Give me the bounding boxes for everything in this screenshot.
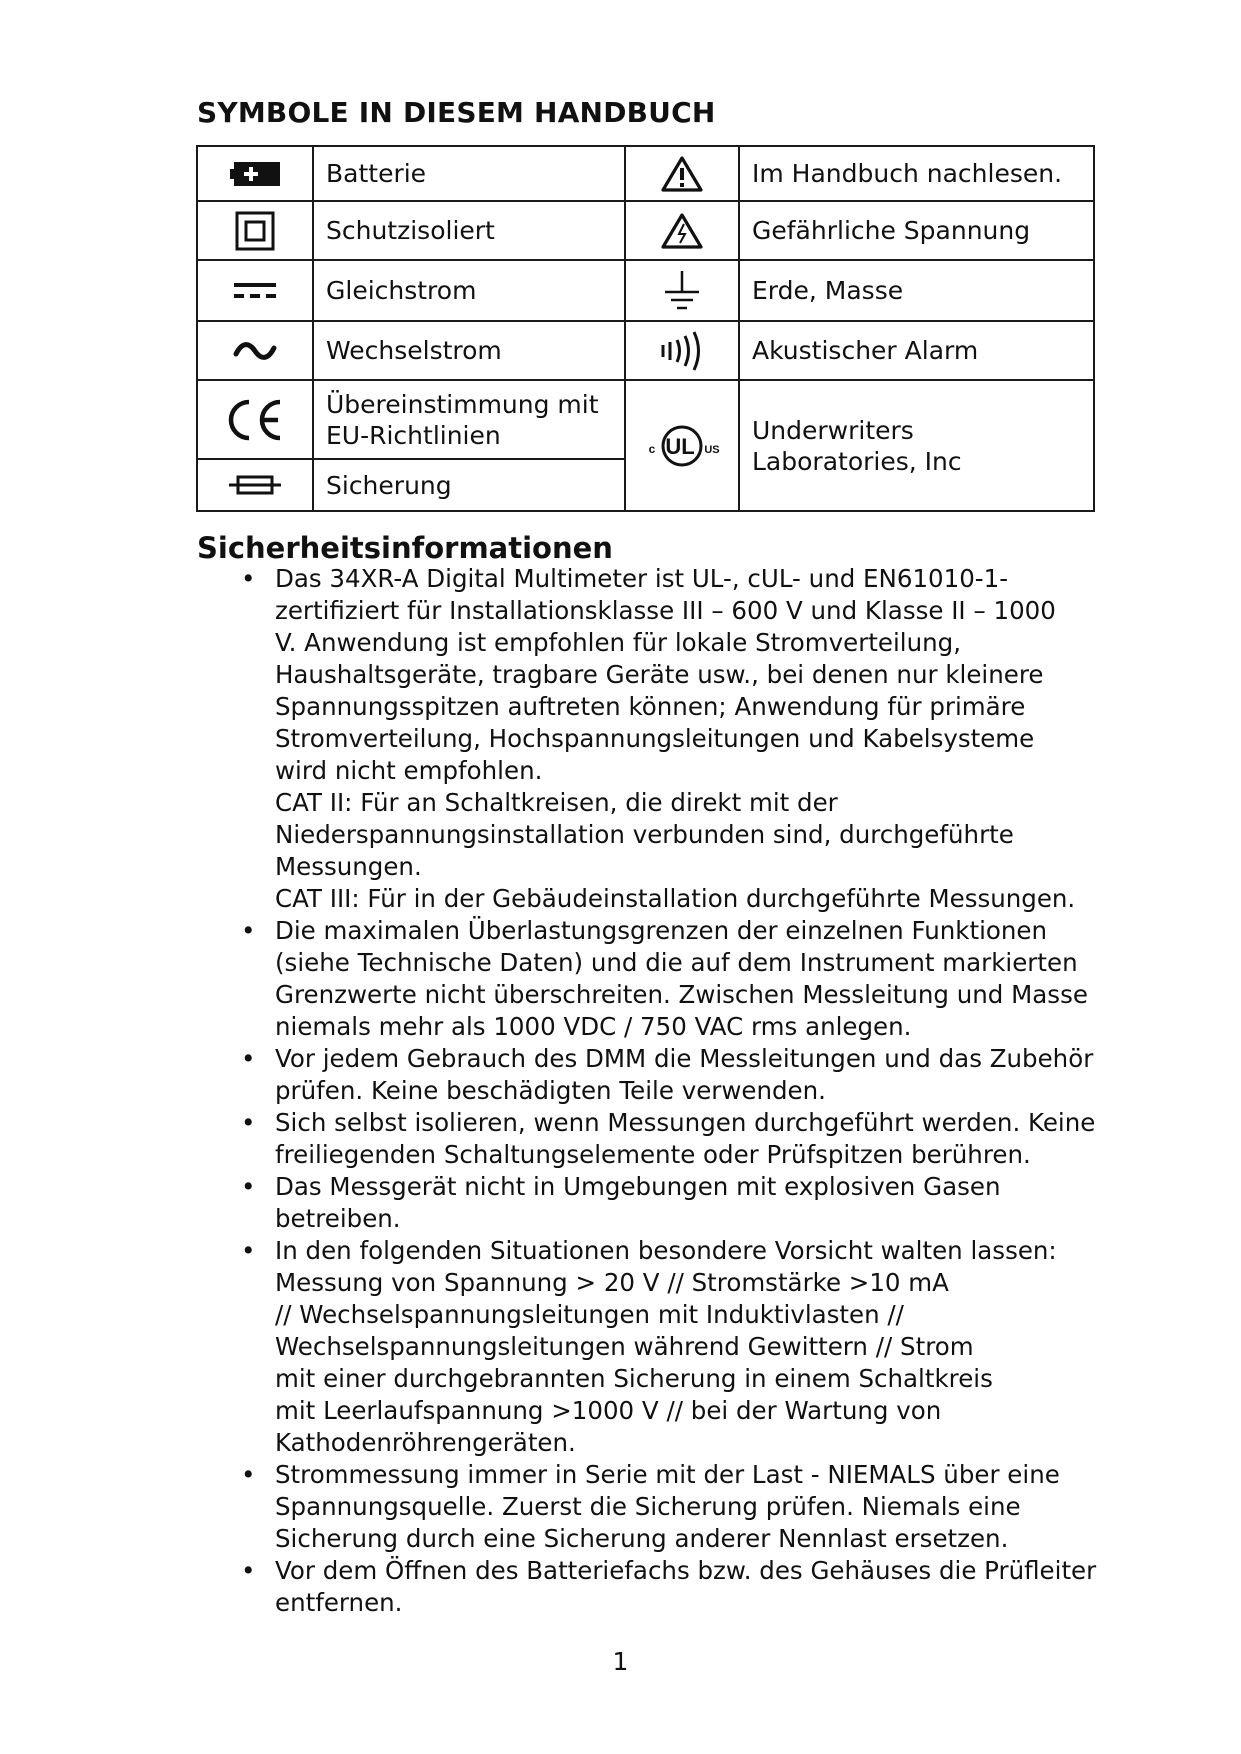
safety-item: • Vor jedem Gebrauch des DMM die Messleitungen und das Zubehör prüfen. Keine beschädigten Teile verwenden. [241,1043,1121,1107]
safety-item: • In den folgenden Situationen besondere Vorsicht walten lassen: Messung von Spannung > 20 V // Stromstärke >10 mA // Wechselspannungsleitungen mit Induktivlasten // Wechselspannungsleitungen während Gewittern // Strom mit einer durchgebrannten Sicherung in einem Schaltkreis mit Leerlaufspannung >1000 V // bei der Wartung von Kathodenröhrengeräten. [241,1235,1121,1459]
ac-icon [233,341,277,361]
ac-label: Wechselstrom [313,321,625,380]
symbols-table [196,145,1095,512]
safety-item: • Strommessung immer in Serie mit der Last - NIEMALS über eine Spannungsquelle. Zuerst die Sicherung prüfen. Niemals eine Sicherung durch eine Sicherung anderer Nennlast ersetzen. [241,1459,1121,1555]
manual-label: Im Handbuch nachlesen. [739,146,1094,201]
battery-label: Batterie [313,146,625,201]
safety-item: • Das 34XR-A Digital Multimeter ist UL-, cUL- und EN61010-1- zertifiziert für Installationsklasse III – 600 V und Klasse II – 1000 V. Anwendung ist empfohlen für lokale Stromverteilung, Haushaltsgeräte, tragbare Geräte usw., bei denen nur kleinere Spannungsspitzen auftreten können; Anwendung für primäre Stromverteilung, Hochspannungsleitungen und Kabelsysteme wird nicht empfohlen. CAT II: Für an Schaltkreisen, die direkt mit der Niederspannungsinstallation verbunden sind, durchgeführte Messungen. CAT III: Für in der Gebäudeinstallation durchgeführte Messungen. [241,563,1121,915]
safety-heading: Sicherheitsinformationen [197,531,613,565]
ce-label-line2: EU-Richtlinien [326,420,501,450]
ce-mark-icon [225,398,285,442]
high-voltage-triangle-icon [660,212,704,250]
symbol-row [197,146,1094,201]
ul-listed-mark-icon [644,420,720,472]
double-insulated-label: Schutzisoliert [313,201,625,260]
safety-item: • Die maximalen Überlastungsgrenzen der einzelnen Funktionen (siehe Technische Daten) und die auf dem Instrument markierten Grenzwerte nicht überschreiten. Zwischen Messleitung und Masse niemals mehr als 1000 VDC / 750 VAC rms anlegen. [241,915,1121,1043]
dangerous-voltage-label: Gefährliche Spannung [739,201,1094,260]
audible-alarm-icon [659,331,705,371]
ground-label: Erde, Masse [739,260,1094,321]
double-insulated-icon [235,211,275,251]
symbol-row [197,260,1094,321]
ul-label-line2: Laboratories, Inc [752,446,962,476]
symbols-heading: SYMBOLE IN DIESEM HANDBUCH [197,96,716,129]
svg-text:US: US [704,443,720,456]
safety-item: • Das Messgerät nicht in Umgebungen mit explosiven Gasen betreiben. [241,1171,1121,1235]
page-number: 1 [612,1647,629,1676]
dc-icon [234,281,276,301]
ground-icon [663,271,701,311]
symbol-row [197,380,1094,459]
warning-triangle-icon [660,155,704,193]
ce-label-line1: Übereinstimmung mit [326,389,599,419]
svg-text:UL: UL [665,433,695,459]
svg-text:c: c [648,441,656,456]
safety-item: • Vor dem Öffnen des Batteriefachs bzw. des Gehäuses die Prüfleiter entfernen. [241,1555,1121,1619]
safety-list [241,563,1121,1619]
symbol-row [197,321,1094,380]
audible-alarm-label: Akustischer Alarm [739,321,1094,380]
battery-icon [230,161,280,187]
ul-label-line1: Underwriters [752,415,914,445]
fuse-label: Sicherung [313,459,625,511]
safety-item: • Sich selbst isolieren, wenn Messungen durchgeführt werden. Keine freiliegenden Schaltungselemente oder Prüfspitzen berühren. [241,1107,1121,1171]
dc-label: Gleichstrom [313,260,625,321]
fuse-icon [229,474,281,496]
symbol-row [197,201,1094,260]
